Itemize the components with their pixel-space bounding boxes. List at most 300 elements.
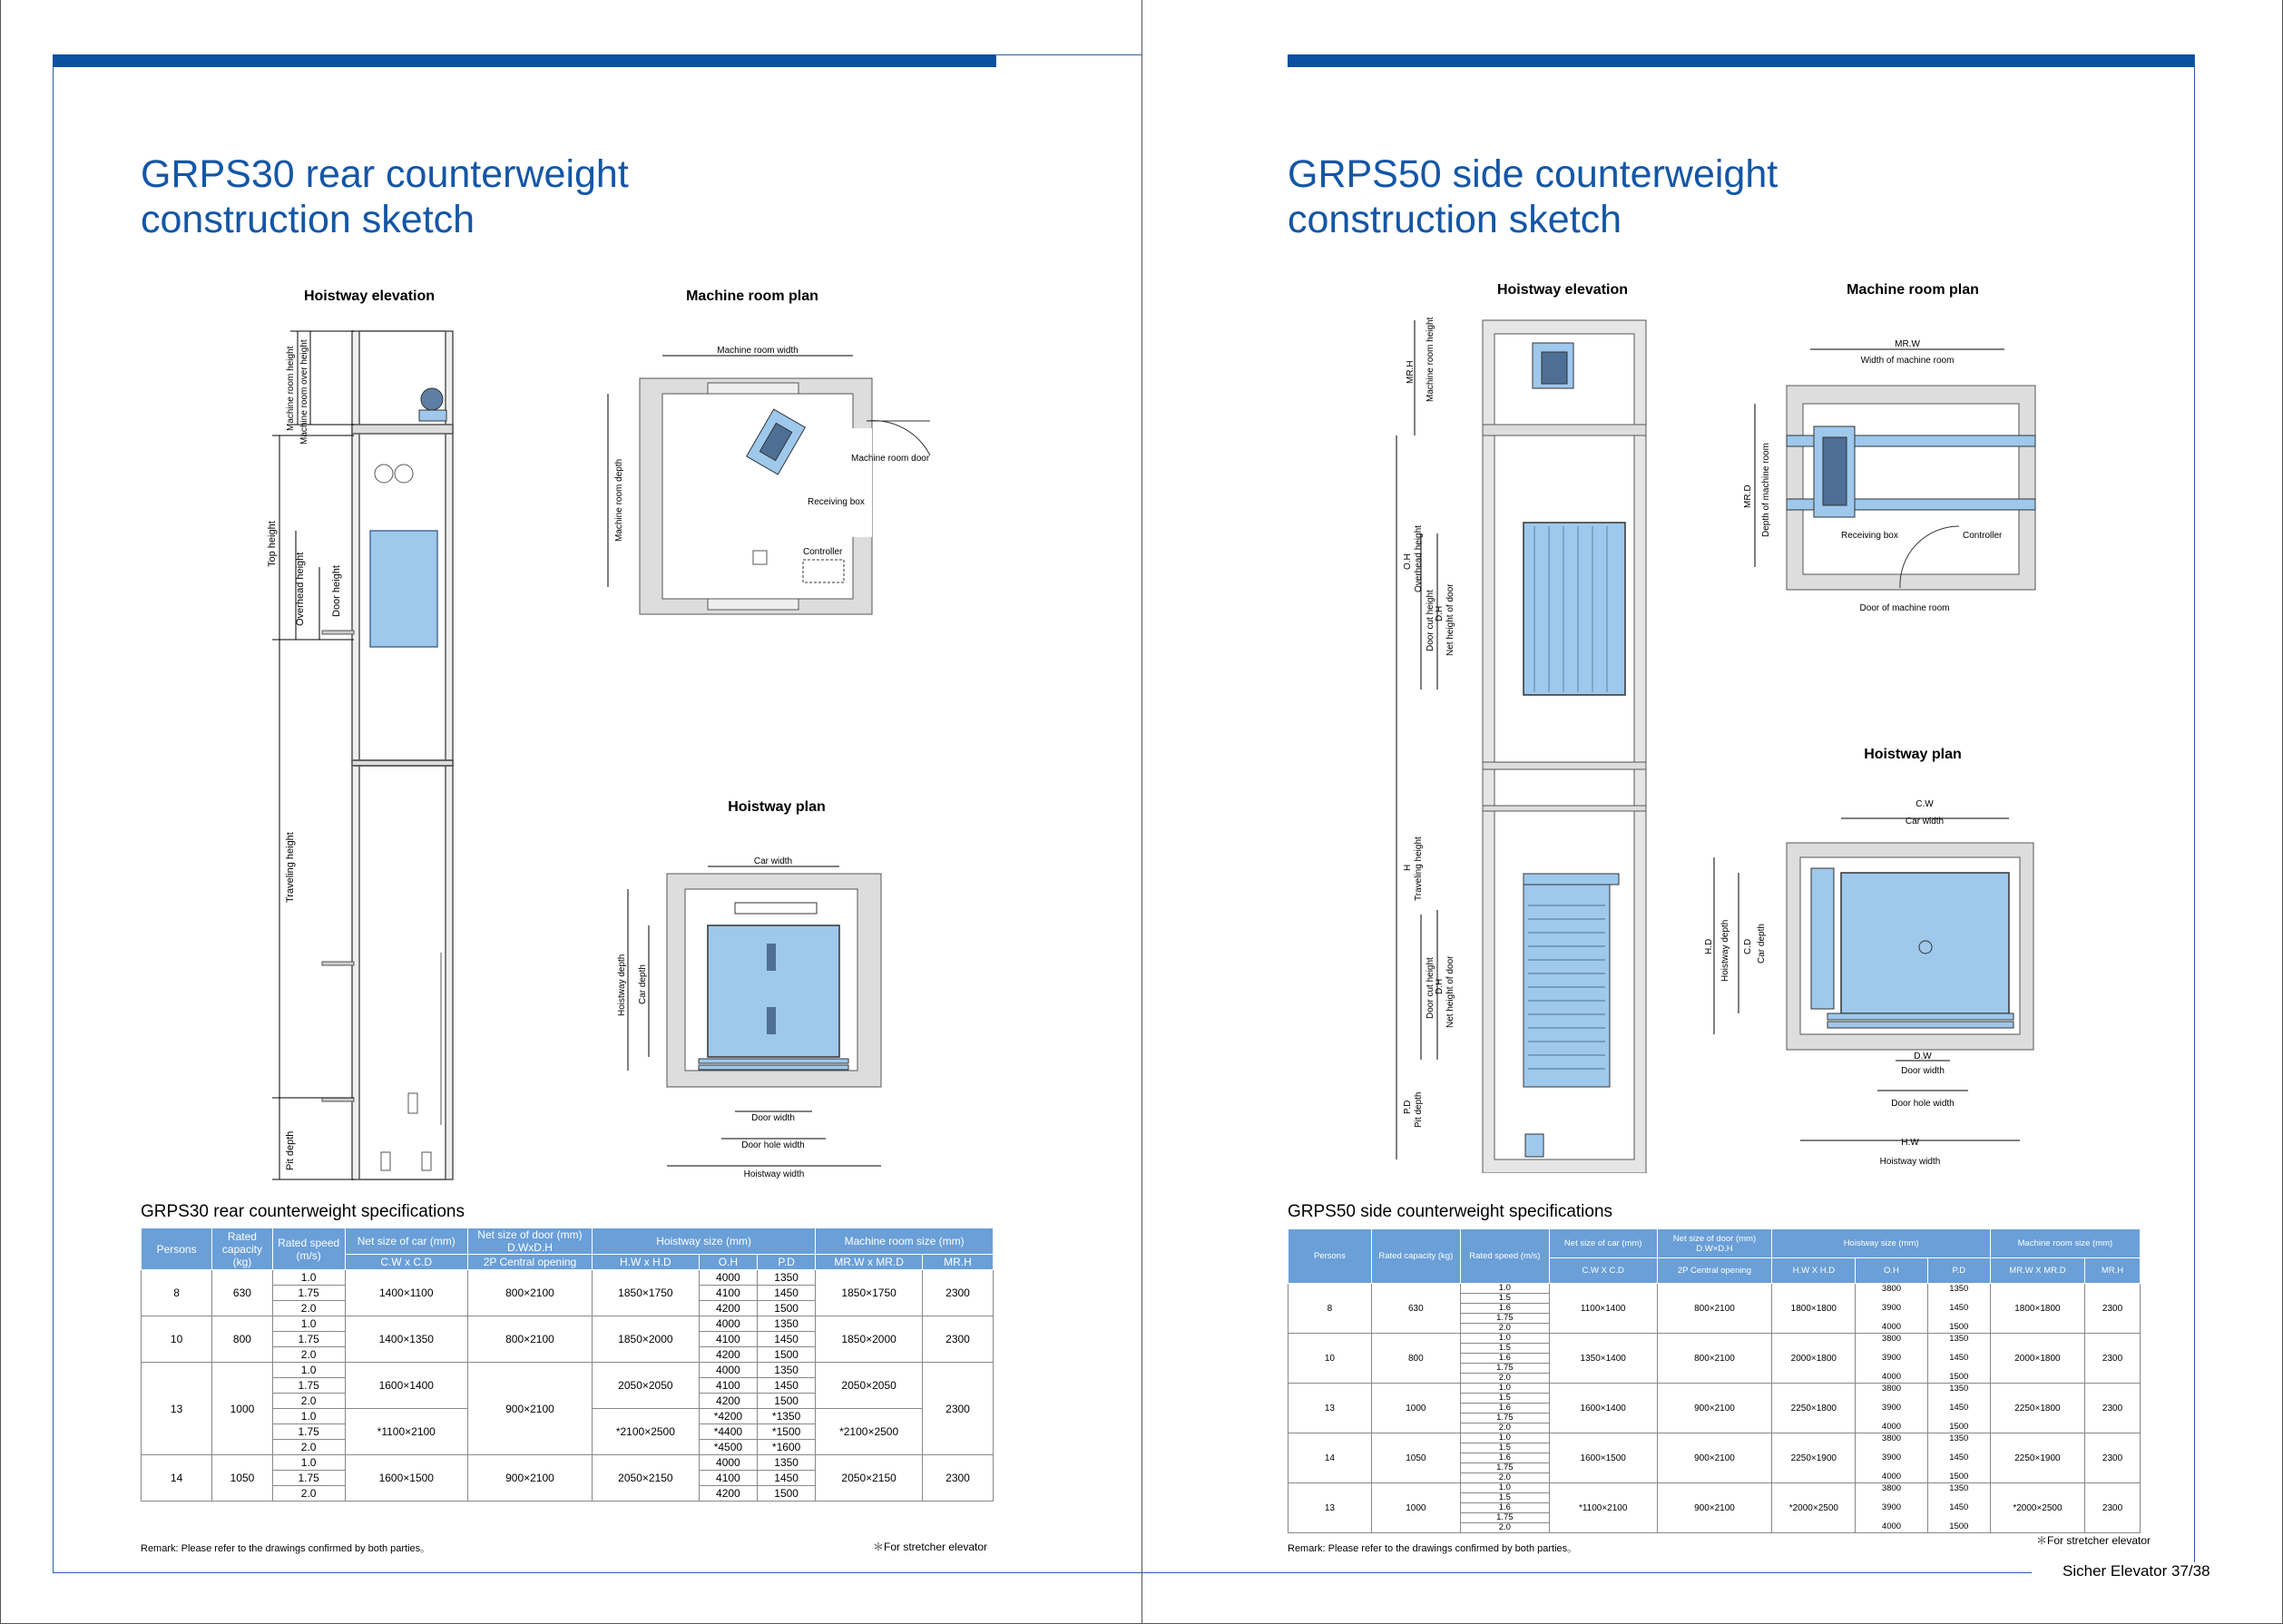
th-car-size: Net size of car (mm) bbox=[1549, 1229, 1657, 1258]
table-cell: 13 bbox=[142, 1363, 212, 1455]
th-rated-speed: Rated speed (m/s) bbox=[272, 1228, 345, 1270]
cell-persons: 13 bbox=[1288, 1384, 1372, 1433]
cell-hoistway-size: 2250×1900 bbox=[1772, 1433, 1856, 1483]
th-rated-capacity: Rated capacity (kg) bbox=[1371, 1229, 1460, 1284]
table-cell: 1350 bbox=[758, 1363, 816, 1378]
th-car-size: Net size of car (mm) bbox=[345, 1228, 467, 1255]
table-cell: 2300 bbox=[923, 1316, 994, 1363]
table-row bbox=[142, 1363, 994, 1378]
cell-persons: 13 bbox=[1288, 1483, 1372, 1533]
cell-hoistway-size: 2000×1800 bbox=[1772, 1334, 1856, 1384]
th-persons: Persons bbox=[142, 1228, 212, 1270]
spec-heading: GRPS50 side counterweight specifications bbox=[1288, 1202, 1613, 1221]
table-cell: 1500 bbox=[758, 1347, 816, 1363]
table-cell: 2.0 bbox=[272, 1347, 345, 1363]
stretcher-note: ＊For stretcher elevator bbox=[873, 1541, 988, 1553]
cell-speed: 1.5 bbox=[1460, 1394, 1549, 1404]
table-cell: 1.0 bbox=[272, 1409, 345, 1424]
label-net-height-door: Net height of door bbox=[1445, 583, 1455, 656]
hoistway-elevation-drawing bbox=[263, 327, 481, 1184]
cell-hoistway-size: 1800×1800 bbox=[1772, 1284, 1856, 1334]
table-cell: 1350 bbox=[758, 1455, 816, 1471]
diagram-title-machine-room-plan: Machine room plan bbox=[1847, 282, 1979, 298]
hoistway-elevation-drawing bbox=[1387, 316, 1732, 1173]
table-cell: 900×2100 bbox=[467, 1455, 592, 1502]
table-cell: *2100×2500 bbox=[816, 1409, 923, 1455]
table-cell: 1450 bbox=[758, 1286, 816, 1301]
label-door-height: Door height bbox=[331, 565, 342, 617]
label-mrd: MR.D bbox=[1743, 484, 1753, 508]
cell-value: 3900 bbox=[1881, 1353, 1902, 1363]
table-cell: *1600 bbox=[758, 1440, 816, 1455]
table-cell: 1500 bbox=[758, 1394, 816, 1409]
label-hoistway-depth: Hoistway depth bbox=[617, 954, 627, 1016]
cell-pd bbox=[1927, 1384, 1990, 1433]
cell-speed: 2.0 bbox=[1460, 1423, 1549, 1433]
table-cell: 10 bbox=[142, 1316, 212, 1363]
label-door-width: Door width bbox=[1901, 1066, 1945, 1076]
cell-capacity: 1000 bbox=[1371, 1483, 1460, 1533]
cell-door-size: 900×2100 bbox=[1657, 1384, 1772, 1433]
cell-capacity: 1050 bbox=[1371, 1433, 1460, 1483]
label-door-hole-width: Door hole width bbox=[1891, 1099, 1955, 1109]
table-cell: *2100×2500 bbox=[592, 1409, 699, 1455]
cell-speed: 1.75 bbox=[1460, 1463, 1549, 1473]
cell-speed: 1.75 bbox=[1460, 1414, 1549, 1423]
label-net-height-door-2: Net height of door bbox=[1445, 955, 1455, 1028]
label-door-width: Door width bbox=[751, 1113, 795, 1123]
cell-value: 1500 bbox=[1949, 1422, 1969, 1432]
table-cell: 1850×1750 bbox=[592, 1270, 699, 1316]
th-door-size: Net size of door (mm) D.W×D.H bbox=[1657, 1229, 1772, 1258]
label-overhead-height: Overhead height bbox=[295, 552, 306, 626]
cell-speed: 1.6 bbox=[1460, 1304, 1549, 1314]
cell-speed: 2.0 bbox=[1460, 1473, 1549, 1483]
table-cell: 1.0 bbox=[272, 1316, 345, 1332]
cell-value: 1500 bbox=[1949, 1472, 1969, 1482]
table-cell: 1050 bbox=[212, 1455, 272, 1502]
cell-speed: 1.6 bbox=[1460, 1354, 1549, 1364]
cell-mrh: 2300 bbox=[2085, 1334, 2141, 1384]
table-cell: 1500 bbox=[758, 1301, 816, 1316]
cell-value: 1450 bbox=[1949, 1303, 1969, 1313]
label-mr-height: Machine room height bbox=[1426, 317, 1435, 402]
th-hoistway-pd: P.D bbox=[1927, 1258, 1990, 1284]
spec-table-body bbox=[142, 1270, 994, 1502]
table-cell: *1500 bbox=[758, 1424, 816, 1440]
cell-value: 1350 bbox=[1949, 1334, 1969, 1344]
table-cell: *1100×2100 bbox=[345, 1409, 467, 1455]
cell-oh bbox=[1856, 1284, 1927, 1334]
table-cell: 4000 bbox=[699, 1316, 757, 1332]
cell-mrh: 2300 bbox=[2085, 1284, 2141, 1334]
diagram-title-hoistway-plan: Hoistway plan bbox=[1864, 747, 1962, 762]
remark: Remark: Please refer to the drawings confirmed by both parties。 bbox=[1288, 1543, 1578, 1554]
label-h: H bbox=[1403, 864, 1413, 871]
cell-pd bbox=[1927, 1334, 1990, 1384]
cell-value: 3900 bbox=[1881, 1403, 1902, 1413]
cell-value: 4000 bbox=[1881, 1422, 1902, 1432]
table-cell: 1400×1100 bbox=[345, 1270, 467, 1316]
table-cell: 1450 bbox=[758, 1332, 816, 1347]
cell-pd bbox=[1927, 1483, 1990, 1533]
spec-table bbox=[1288, 1228, 2141, 1533]
label-traveling-height: Traveling height bbox=[285, 832, 296, 903]
th-hoistway-hw: H.W X H.D bbox=[1772, 1258, 1856, 1284]
label-door-hole-width: Door hole width bbox=[741, 1140, 805, 1150]
th-car-size-sub: C.W X C.D bbox=[1549, 1258, 1657, 1284]
label-pit-depth: Pit depth bbox=[1414, 1091, 1424, 1128]
diagram-title-hoistway-plan: Hoistway plan bbox=[728, 799, 826, 815]
table-cell: 2050×2150 bbox=[592, 1455, 699, 1502]
cell-value: 1500 bbox=[1949, 1521, 1969, 1531]
cell-speed: 1.6 bbox=[1460, 1453, 1549, 1463]
cell-value: 1350 bbox=[1949, 1384, 1969, 1394]
table-row bbox=[142, 1270, 994, 1286]
table-cell: 1.75 bbox=[272, 1378, 345, 1394]
cell-persons: 8 bbox=[1288, 1284, 1372, 1334]
cell-value: 1500 bbox=[1949, 1372, 1969, 1382]
cell-door-size: 800×2100 bbox=[1657, 1334, 1772, 1384]
cell-speed: 1.75 bbox=[1460, 1314, 1549, 1324]
cell-value: 1450 bbox=[1949, 1403, 1969, 1413]
table-cell: 1600×1500 bbox=[345, 1455, 467, 1502]
th-hoistway-oh: O.H bbox=[1856, 1258, 1927, 1284]
label-pd: P.D bbox=[1403, 1100, 1413, 1114]
label-traveling-height: Traveling height bbox=[1414, 836, 1424, 901]
cell-oh bbox=[1856, 1433, 1927, 1483]
cell-value: 1350 bbox=[1949, 1483, 1969, 1493]
table-cell: 8 bbox=[142, 1270, 212, 1316]
th-hoistway-oh: O.H bbox=[699, 1255, 757, 1270]
label-machine-room-over-height: Machine room over height bbox=[299, 339, 309, 445]
label-mrw: MR.W bbox=[1895, 339, 1920, 349]
cell-value: 3900 bbox=[1881, 1502, 1902, 1512]
th-hoistway-hw: H.W x H.D bbox=[592, 1255, 699, 1270]
table-cell: 1450 bbox=[758, 1471, 816, 1486]
table-cell: 4200 bbox=[699, 1347, 757, 1363]
label-dh-2: D.H bbox=[1435, 978, 1445, 994]
cell-door-size: 900×2100 bbox=[1657, 1433, 1772, 1483]
hoistway-plan-drawing bbox=[608, 848, 916, 1184]
table-cell: 4000 bbox=[699, 1455, 757, 1471]
cell-speed: 2.0 bbox=[1460, 1324, 1549, 1334]
table-cell: *4500 bbox=[699, 1440, 757, 1455]
cell-capacity: 800 bbox=[1371, 1334, 1460, 1384]
table-cell: 1850×1750 bbox=[816, 1270, 923, 1316]
label-depth-machine-room: Depth of machine room bbox=[1761, 443, 1771, 537]
table-cell: *4400 bbox=[699, 1424, 757, 1440]
cell-speed: 1.5 bbox=[1460, 1443, 1549, 1453]
table-cell: *4200 bbox=[699, 1409, 757, 1424]
table-cell: 1.75 bbox=[272, 1471, 345, 1486]
cell-oh bbox=[1856, 1483, 1927, 1533]
cell-value: 1450 bbox=[1949, 1453, 1969, 1463]
cell-speed: 1.0 bbox=[1460, 1433, 1549, 1443]
table-cell: 4000 bbox=[699, 1270, 757, 1286]
cell-value: 4000 bbox=[1881, 1521, 1902, 1531]
right-page bbox=[1142, 0, 2283, 1624]
title-line-2: construction sketch bbox=[1288, 198, 1622, 241]
th-rated-speed: Rated speed (m/s) bbox=[1460, 1229, 1549, 1284]
frame-bottom-line bbox=[1142, 1572, 2032, 1573]
cell-speed: 2.0 bbox=[1460, 1374, 1549, 1384]
label-machine-room-width: Machine room width bbox=[717, 346, 799, 356]
table-row bbox=[1288, 1483, 2141, 1493]
label-overhead-height: Overhead height bbox=[1414, 525, 1424, 592]
label-width-machine-room: Width of machine room bbox=[1860, 356, 1955, 366]
table-cell: 1000 bbox=[212, 1363, 272, 1455]
cell-capacity: 1000 bbox=[1371, 1384, 1460, 1433]
label-car-depth: Car depth bbox=[638, 964, 648, 1004]
table-cell: 14 bbox=[142, 1455, 212, 1502]
cell-speed: 1.75 bbox=[1460, 1513, 1549, 1523]
frame-right-line bbox=[2194, 54, 2195, 1573]
label-hw: H.W bbox=[1901, 1138, 1919, 1148]
cell-car-size: 1600×1400 bbox=[1549, 1384, 1657, 1433]
table-cell: 2.0 bbox=[272, 1394, 345, 1409]
cell-value: 3800 bbox=[1881, 1384, 1902, 1394]
cell-value: 3800 bbox=[1881, 1334, 1902, 1344]
label-mrh: MR.H bbox=[1406, 360, 1416, 384]
cell-hoistway-size: *2000×2500 bbox=[1772, 1483, 1856, 1533]
page-footer: Sicher Elevator 37/38 bbox=[2059, 1562, 2214, 1580]
th-door-size-sub: 2P Central opening bbox=[1657, 1258, 1772, 1284]
label-controller: Controller bbox=[803, 547, 843, 557]
table-cell: 1.75 bbox=[272, 1286, 345, 1301]
cell-value: 3800 bbox=[1881, 1483, 1902, 1493]
label-door-cut-height: Door cut height bbox=[1426, 590, 1435, 651]
label-dh: D.H bbox=[1435, 605, 1445, 621]
table-cell: 2.0 bbox=[272, 1440, 345, 1455]
header-bar bbox=[53, 54, 996, 67]
cell-speed: 1.5 bbox=[1460, 1344, 1549, 1354]
label-machine-room-depth: Machine room depth bbox=[614, 458, 624, 542]
table-cell: 1850×2000 bbox=[592, 1316, 699, 1363]
cell-value: 4000 bbox=[1881, 1372, 1902, 1382]
page-title bbox=[141, 152, 629, 242]
th-machine-room: Machine room size (mm) bbox=[816, 1228, 994, 1255]
label-car-depth: Car depth bbox=[1757, 924, 1767, 964]
th-machine-room: Machine room size (mm) bbox=[1990, 1229, 2140, 1258]
cell-mrh: 2300 bbox=[2085, 1433, 2141, 1483]
table-row bbox=[142, 1316, 994, 1332]
label-car-width: Car width bbox=[753, 856, 793, 866]
table-cell: 2050×2050 bbox=[592, 1363, 699, 1409]
cell-value: 3900 bbox=[1881, 1453, 1902, 1463]
cell-speed: 1.0 bbox=[1460, 1334, 1549, 1344]
table-cell: 900×2100 bbox=[467, 1363, 592, 1455]
cell-mr-size: 2250×1900 bbox=[1990, 1433, 2084, 1483]
label-door-cut-height-2: Door cut height bbox=[1426, 957, 1435, 1019]
table-row bbox=[1288, 1384, 2141, 1394]
th-door-size-sub: 2P Central opening bbox=[467, 1255, 592, 1270]
table-cell: 4100 bbox=[699, 1378, 757, 1394]
traction-machine-icon bbox=[421, 388, 443, 410]
label-top-height: Top height bbox=[267, 521, 278, 567]
cell-car-size: *1100×2100 bbox=[1549, 1483, 1657, 1533]
table-cell: 2050×2150 bbox=[816, 1455, 923, 1502]
remark: Remark: Please refer to the drawings confirmed by both parties。 bbox=[141, 1543, 431, 1554]
cell-value: 3800 bbox=[1881, 1284, 1902, 1294]
cell-speed: 1.0 bbox=[1460, 1284, 1549, 1294]
label-hoistway-width: Hoistway width bbox=[743, 1169, 805, 1179]
hoistway-plan-drawing bbox=[1687, 791, 2068, 1172]
cell-speed: 1.6 bbox=[1460, 1503, 1549, 1513]
table-cell: 800×2100 bbox=[467, 1270, 592, 1316]
table-cell: 1500 bbox=[758, 1486, 816, 1502]
cell-oh bbox=[1856, 1334, 1927, 1384]
table-cell: 1.75 bbox=[272, 1332, 345, 1347]
cell-value: 3800 bbox=[1881, 1433, 1902, 1443]
frame-bottom-line bbox=[53, 1572, 1142, 1573]
label-receiving-box: Receiving box bbox=[808, 497, 865, 507]
table-cell: 800×2100 bbox=[467, 1316, 592, 1363]
stretcher-note: ＊For stretcher elevator bbox=[2036, 1534, 2151, 1547]
cell-speed: 1.5 bbox=[1460, 1493, 1549, 1503]
table-cell: 1450 bbox=[758, 1378, 816, 1394]
th-door-size: Net size of door (mm) D.WxD.H bbox=[467, 1228, 592, 1255]
machine-room-plan-drawing bbox=[599, 338, 944, 619]
table-cell: 4200 bbox=[699, 1486, 757, 1502]
label-car-width: Car width bbox=[1905, 817, 1945, 827]
cell-value: 1450 bbox=[1949, 1353, 1969, 1363]
cell-persons: 10 bbox=[1288, 1334, 1372, 1384]
bar-edge bbox=[995, 54, 996, 67]
table-cell: 4100 bbox=[699, 1471, 757, 1486]
table-row bbox=[1288, 1433, 2141, 1443]
table-cell: 4000 bbox=[699, 1363, 757, 1378]
frame-left-line bbox=[53, 67, 54, 1573]
table-cell: 630 bbox=[212, 1270, 272, 1316]
th-mr-h: MR.H bbox=[2085, 1258, 2141, 1284]
cell-mr-size: 2250×1800 bbox=[1990, 1384, 2084, 1433]
spec-heading: GRPS30 rear counterweight specifications bbox=[141, 1202, 465, 1221]
label-controller: Controller bbox=[1963, 531, 2003, 541]
label-cd: C.D bbox=[1743, 938, 1753, 954]
cell-value: 1500 bbox=[1949, 1322, 1969, 1332]
table-cell: 4100 bbox=[699, 1332, 757, 1347]
cell-speed: 2.0 bbox=[1460, 1523, 1549, 1533]
th-hoistway: Hoistway size (mm) bbox=[1772, 1229, 1990, 1258]
label-machine-room-door: Machine room door bbox=[851, 454, 930, 464]
cell-speed: 1.0 bbox=[1460, 1384, 1549, 1394]
cell-speed: 1.5 bbox=[1460, 1294, 1549, 1304]
cell-value: 1350 bbox=[1949, 1433, 1969, 1443]
cell-door-size: 800×2100 bbox=[1657, 1284, 1772, 1334]
label-machine-room-height: Machine room height bbox=[286, 346, 296, 431]
spec-table-body bbox=[1288, 1284, 2141, 1533]
page-title bbox=[1288, 152, 1778, 242]
cell-mr-size: 1800×1800 bbox=[1990, 1284, 2084, 1334]
table-cell: 4100 bbox=[699, 1286, 757, 1301]
table-cell: 2300 bbox=[923, 1455, 994, 1502]
table-cell: 2.0 bbox=[272, 1486, 345, 1502]
th-rated-capacity: Rated capacity (kg) bbox=[212, 1228, 272, 1270]
th-mr-h: MR.H bbox=[923, 1255, 994, 1270]
table-cell: 1.75 bbox=[272, 1424, 345, 1440]
label-receiving-box: Receiving box bbox=[1841, 531, 1898, 541]
th-mr-wd: MR.W X MR.D bbox=[1990, 1258, 2084, 1284]
title-line-2: construction sketch bbox=[141, 198, 475, 241]
table-cell: 1600×1400 bbox=[345, 1363, 467, 1409]
title-line-1: GRPS30 rear counterweight bbox=[141, 152, 629, 196]
label-oh: O.H bbox=[1403, 553, 1413, 570]
machine-room-plan-drawing bbox=[1732, 336, 2095, 617]
table-cell: 800 bbox=[212, 1316, 272, 1363]
table-cell: 2050×2050 bbox=[816, 1363, 923, 1409]
cell-mrh: 2300 bbox=[2085, 1483, 2141, 1533]
label-door-machine-room: Door of machine room bbox=[1859, 603, 1950, 613]
th-persons: Persons bbox=[1288, 1229, 1372, 1284]
spec-table bbox=[141, 1228, 994, 1502]
table-cell: 1.0 bbox=[272, 1363, 345, 1378]
th-car-size-sub: C.W x C.D bbox=[345, 1255, 467, 1270]
bar-extension-line bbox=[996, 54, 1142, 55]
table-cell: 2300 bbox=[923, 1270, 994, 1316]
cell-speed: 1.0 bbox=[1460, 1483, 1549, 1493]
header-bar bbox=[1288, 54, 2195, 67]
table-cell: *1350 bbox=[758, 1409, 816, 1424]
table-cell: 1.0 bbox=[272, 1455, 345, 1471]
cell-capacity: 630 bbox=[1371, 1284, 1460, 1334]
table-cell: 4200 bbox=[699, 1394, 757, 1409]
cell-value: 4000 bbox=[1881, 1472, 1902, 1482]
table-cell: 1350 bbox=[758, 1270, 816, 1286]
table-row bbox=[1288, 1334, 2141, 1344]
label-hoistway-width: Hoistway width bbox=[1879, 1157, 1941, 1167]
title-line-1: GRPS50 side counterweight bbox=[1288, 152, 1778, 196]
cell-mr-size: 2000×1800 bbox=[1990, 1334, 2084, 1384]
car-body bbox=[370, 531, 437, 647]
cell-value: 1350 bbox=[1949, 1284, 1969, 1294]
cell-car-size: 1350×1400 bbox=[1549, 1334, 1657, 1384]
cell-value: 1450 bbox=[1949, 1502, 1969, 1512]
cell-speed: 1.6 bbox=[1460, 1404, 1549, 1414]
table-row bbox=[142, 1455, 994, 1471]
cell-car-size: 1100×1400 bbox=[1549, 1284, 1657, 1334]
cell-pd bbox=[1927, 1284, 1990, 1334]
th-mr-wd: MR.W x MR.D bbox=[816, 1255, 923, 1270]
label-dw: D.W bbox=[1914, 1052, 1932, 1061]
table-cell: 4200 bbox=[699, 1301, 757, 1316]
table-cell: 1.0 bbox=[272, 1270, 345, 1286]
diagram-title-hoistway-elevation: Hoistway elevation bbox=[303, 289, 436, 304]
cell-value: 3900 bbox=[1881, 1303, 1902, 1313]
th-hoistway-pd: P.D bbox=[758, 1255, 816, 1270]
label-cw: C.W bbox=[1916, 799, 1934, 809]
cell-mrh: 2300 bbox=[2085, 1384, 2141, 1433]
cell-car-size: 1600×1500 bbox=[1549, 1433, 1657, 1483]
table-row bbox=[1288, 1284, 2141, 1294]
cell-pd bbox=[1927, 1433, 1990, 1483]
cell-hoistway-size: 2250×1800 bbox=[1772, 1384, 1856, 1433]
diagram-title-hoistway-elevation: Hoistway elevation bbox=[1496, 282, 1629, 298]
cell-persons: 14 bbox=[1288, 1433, 1372, 1483]
cell-mr-size: *2000×2500 bbox=[1990, 1483, 2084, 1533]
table-cell: 1350 bbox=[758, 1316, 816, 1332]
label-pit-depth: Pit depth bbox=[285, 1130, 296, 1170]
table-cell: 1400×1350 bbox=[345, 1316, 467, 1363]
diagram-title-machine-room-plan: Machine room plan bbox=[686, 289, 818, 304]
table-cell: 2300 bbox=[923, 1363, 994, 1455]
cell-oh bbox=[1856, 1384, 1927, 1433]
label-hoistway-depth: Hoistway depth bbox=[1720, 919, 1730, 982]
th-hoistway: Hoistway size (mm) bbox=[592, 1228, 815, 1255]
table-cell: 1850×2000 bbox=[816, 1316, 923, 1363]
label-hd: H.D bbox=[1704, 938, 1714, 954]
cell-door-size: 900×2100 bbox=[1657, 1483, 1772, 1533]
